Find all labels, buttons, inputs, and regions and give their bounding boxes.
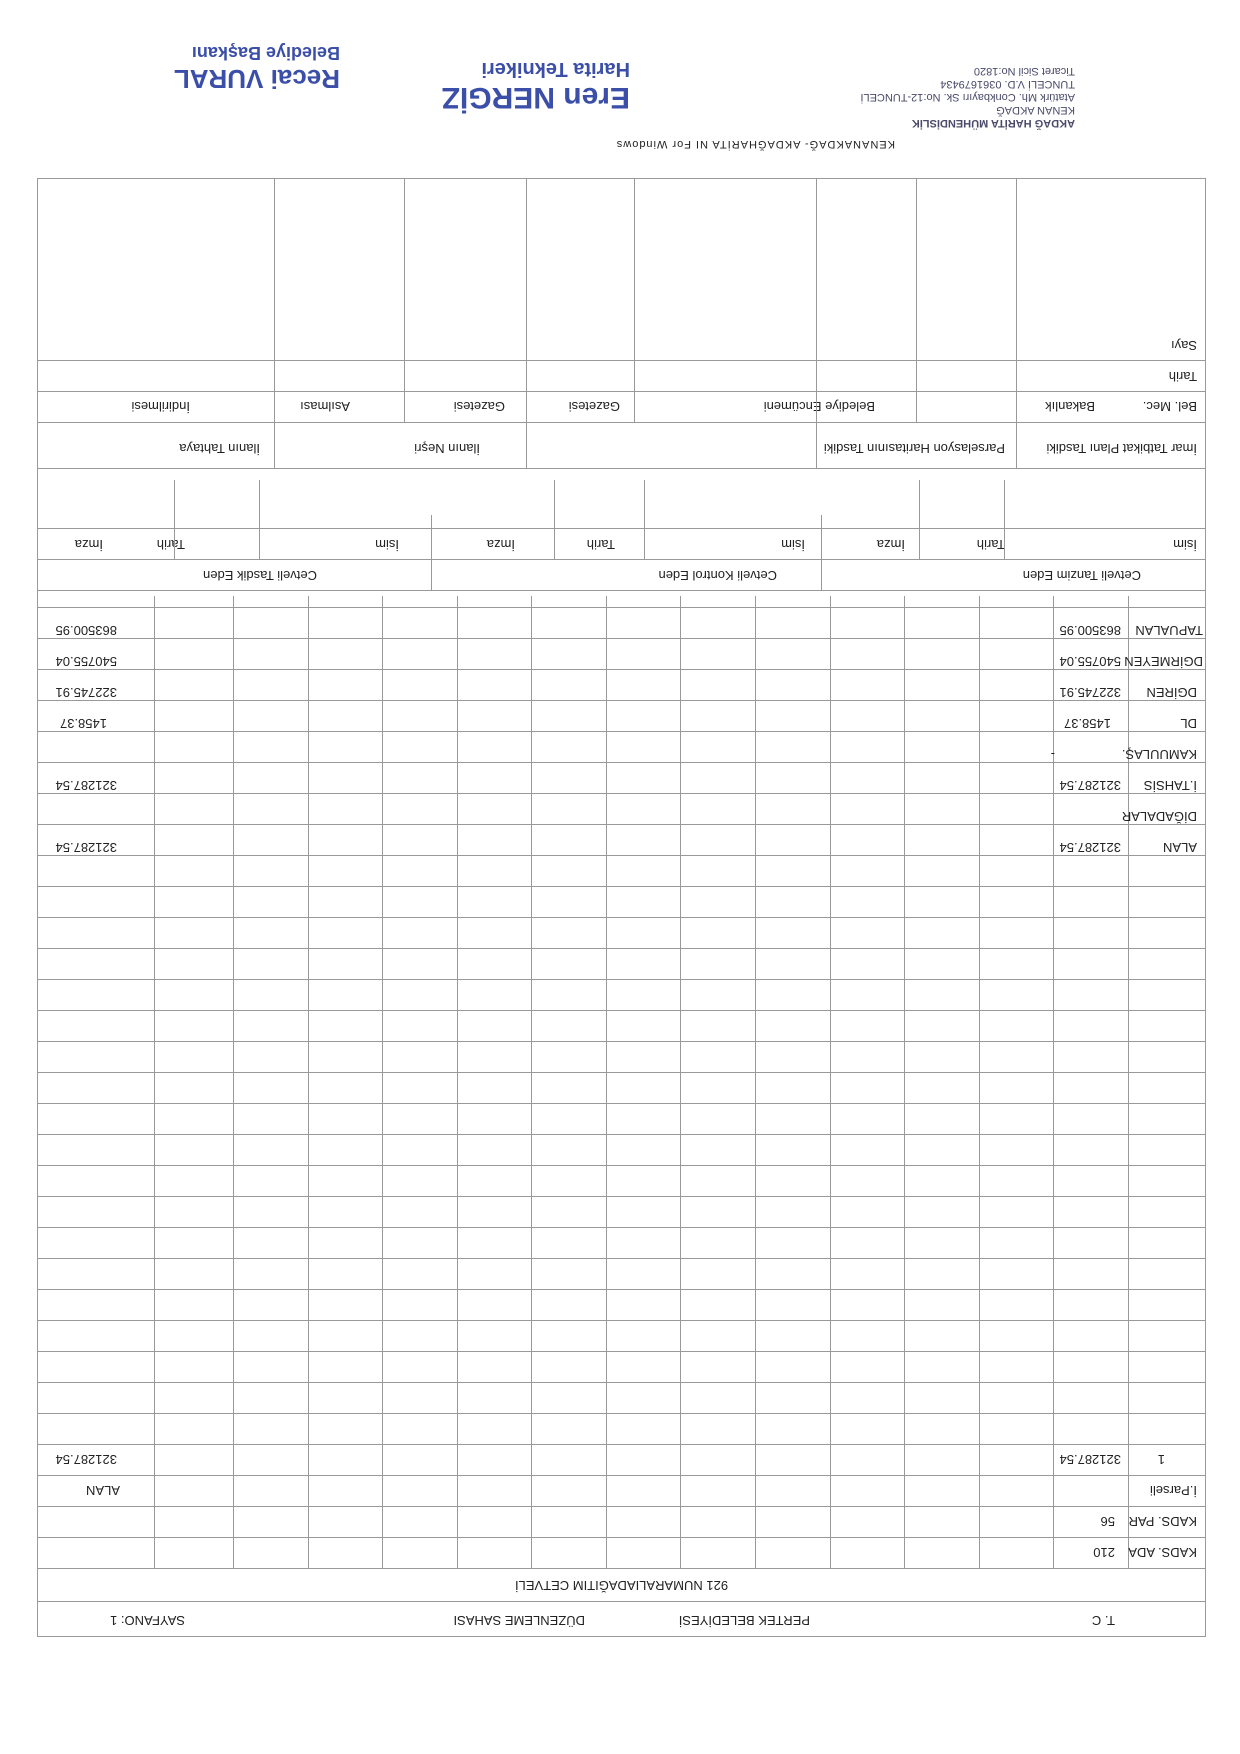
grid-row-line [38, 669, 1205, 670]
grid-col-line [233, 596, 234, 1569]
ada-value: 210 [1093, 1545, 1115, 1560]
row-label-date: Tarih [1168, 369, 1197, 384]
stamp-line: TUNCELİ V.D. 0361679434 [940, 78, 1075, 90]
grid-row-line [38, 1165, 1205, 1166]
summary-value-right: 540755.04 [55, 654, 117, 669]
grid-row-line [38, 1506, 1205, 1507]
divider [38, 468, 1205, 469]
summary-value-right: 863500.95 [55, 623, 117, 638]
signer-title: Harita Teknikeri [481, 58, 630, 80]
publication-header: İlanın Tahtaya [179, 441, 260, 456]
grid-row-line [38, 886, 1205, 887]
grid-row-line [38, 1072, 1205, 1073]
grid-row-line [38, 1475, 1205, 1476]
summary-value: 322745.91 [1059, 685, 1121, 700]
field-signature: İmza [876, 537, 905, 552]
grid-col-line [755, 596, 756, 1569]
summary-value: 863500.95 [1059, 623, 1121, 638]
field-date: Tarih [976, 537, 1005, 552]
software-note: KENANAKDAĞ- AKDAĞHARİTA NI For Windows [615, 138, 895, 150]
field-date: Tarih [156, 537, 185, 552]
field-name: İsim [375, 537, 399, 552]
grid-col-line [531, 596, 532, 1569]
publication-header: Parselasyon Haritasının Tasdiki [823, 441, 1005, 456]
grid-col-line [904, 596, 905, 1569]
grid-row-line [38, 1103, 1205, 1104]
publication-header: İlanın Neşri [414, 441, 480, 456]
grid-row-line [38, 1010, 1205, 1011]
grid-row-line [38, 731, 1205, 732]
divider [644, 480, 645, 560]
approval-group: Cetveli Tasdik Eden [203, 568, 317, 583]
area-label: DÜZENLEME SAHASI [453, 1613, 585, 1628]
grid-col-line [606, 596, 607, 1569]
grid-row-line [38, 1289, 1205, 1290]
summary-label: DGİREN [1146, 685, 1197, 700]
stamp-line: AKDAĞ HARİTA MÜHENDİSLİK [911, 117, 1075, 129]
summary-value-right: 321287.54 [55, 778, 117, 793]
document-title: 921 NUMARALIADAĞITIM CETVELİ [514, 1578, 729, 1593]
summary-value: 321287.54 [1059, 840, 1121, 855]
divider [526, 178, 527, 469]
field-signature: İmza [486, 537, 515, 552]
grid-row-line [38, 1320, 1205, 1321]
grid-row-line [38, 1196, 1205, 1197]
par-label: KADS. PAR [1128, 1514, 1197, 1529]
summary-label: ALAN [1163, 840, 1197, 855]
grid-col-line [979, 596, 980, 1569]
grid-row-line [38, 1413, 1205, 1414]
divider [1016, 178, 1017, 469]
grid-row-line [38, 855, 1205, 856]
stamp-line: KENAN AKDAĞ [996, 104, 1075, 116]
tc-label: T. C [1091, 1613, 1115, 1628]
ada-label: KADS. ADA [1128, 1545, 1197, 1560]
divider [259, 480, 260, 560]
divider [38, 391, 1205, 392]
grid-row-line [38, 607, 1205, 608]
divider [38, 360, 1205, 361]
divider [38, 559, 1205, 560]
distribution-table [37, 178, 1206, 1637]
municipality-name: PERTEK BELEDİYESİ [678, 1613, 810, 1628]
approval-group: Cetveli Kontrol Eden [658, 568, 777, 583]
divider [431, 515, 432, 591]
grid-row-line [38, 1041, 1205, 1042]
field-name: İsim [781, 537, 805, 552]
divider [274, 178, 275, 469]
divider [38, 528, 1205, 529]
summary-value-right: 1458.37 [60, 716, 107, 731]
signer-name: Recai VURAL [173, 64, 340, 94]
authority-header: Bakanlık [1045, 399, 1095, 414]
signer-name: Eren NERGİZ [441, 81, 630, 114]
divider [919, 480, 920, 560]
par-value: 56 [1100, 1514, 1115, 1529]
grid-row-line [38, 1382, 1205, 1383]
grid-row-line [38, 1258, 1205, 1259]
grid-col-line [830, 596, 831, 1569]
summary-value: - [1050, 747, 1055, 762]
grid-col-line [154, 596, 155, 1569]
approval-group: Cetveli Tanzim Eden [1022, 568, 1141, 583]
grid-col-line [680, 596, 681, 1569]
divider [816, 178, 817, 469]
page-number: SAYFANO: 1 [110, 1613, 185, 1628]
row-label-number: Sayı [1170, 338, 1197, 353]
grid-col-line [308, 596, 309, 1569]
authority-header: İndirilmesi [131, 399, 190, 414]
grid-col-line [382, 596, 383, 1569]
divider [634, 178, 635, 423]
signer-title: Belediye Başkanı [191, 43, 340, 63]
grid-row-line [38, 1351, 1205, 1352]
parsel-label: İ.Parseli [1150, 1483, 1197, 1498]
signature-mayor [174, 42, 340, 94]
divider [174, 480, 175, 560]
grid-row-line [38, 762, 1205, 763]
grid-row-line [38, 638, 1205, 639]
alan-label: ALAN [86, 1483, 120, 1498]
table-header [38, 1602, 1205, 1636]
divider [404, 178, 405, 423]
first-parcel-area-right: 321287.54 [55, 1452, 117, 1467]
first-parcel-area: 321287.54 [1059, 1452, 1121, 1467]
grid-row-line [38, 700, 1205, 701]
summary-value-right: 321287.54 [55, 840, 117, 855]
summary-value: 1458.37 [1064, 716, 1111, 731]
grid-row-line [38, 793, 1205, 794]
summary-label: DL [1180, 716, 1197, 731]
stamp-line: Atatürk Mh. Conkbayırı Sk. No:12-TUNCELİ [860, 91, 1075, 103]
signature-technician [442, 57, 630, 114]
authority-header: Asılması [300, 399, 350, 414]
grid-row-line [38, 948, 1205, 949]
field-signature: İmza [74, 537, 103, 552]
grid-row-line [38, 979, 1205, 980]
divider [554, 480, 555, 560]
field-date: Tarih [586, 537, 615, 552]
authority-header: Gazetesi [568, 399, 620, 414]
grid-col-line [457, 596, 458, 1569]
publication-header: İmar Tatbikat Planı Tasdiki [1046, 441, 1197, 456]
summary-value: 321287.54 [1059, 778, 1121, 793]
divider [38, 1568, 1205, 1569]
divider [821, 515, 822, 591]
field-name: İsim [1173, 537, 1197, 552]
grid-row-line [38, 1444, 1205, 1445]
authority-header: Gazetesi [453, 399, 505, 414]
authority-header: Belediye Encümeni [763, 399, 875, 414]
summary-value-right: 322745.91 [55, 685, 117, 700]
grid-row-line [38, 917, 1205, 918]
grid-row-line [38, 1537, 1205, 1538]
divider [1004, 480, 1005, 560]
grid-row-line [38, 1134, 1205, 1135]
first-parcel-number: 1 [1157, 1452, 1165, 1467]
divider [916, 178, 917, 423]
grid-col-line [1050, 596, 1055, 1569]
company-stamp [860, 64, 1075, 129]
grid-row-line [38, 824, 1205, 825]
authority-header: Bel. Mec. [1142, 399, 1197, 414]
summary-value: 540755.04 [1059, 654, 1121, 669]
divider [38, 590, 1205, 591]
stamp-line: Ticaret Sicil No:1820 [973, 65, 1075, 77]
divider [38, 422, 1205, 423]
summary-label: DGİRMEYEN [1124, 654, 1203, 669]
grid-row-line [38, 1227, 1205, 1228]
summary-label: DİĞADALAR [1121, 809, 1197, 824]
summary-label: KAMUULAŞ. [1121, 747, 1197, 762]
grid-col-line [1128, 596, 1129, 1569]
summary-label: TAPUALAN [1135, 623, 1203, 638]
summary-label: İ.TAHSİS [1143, 778, 1197, 793]
